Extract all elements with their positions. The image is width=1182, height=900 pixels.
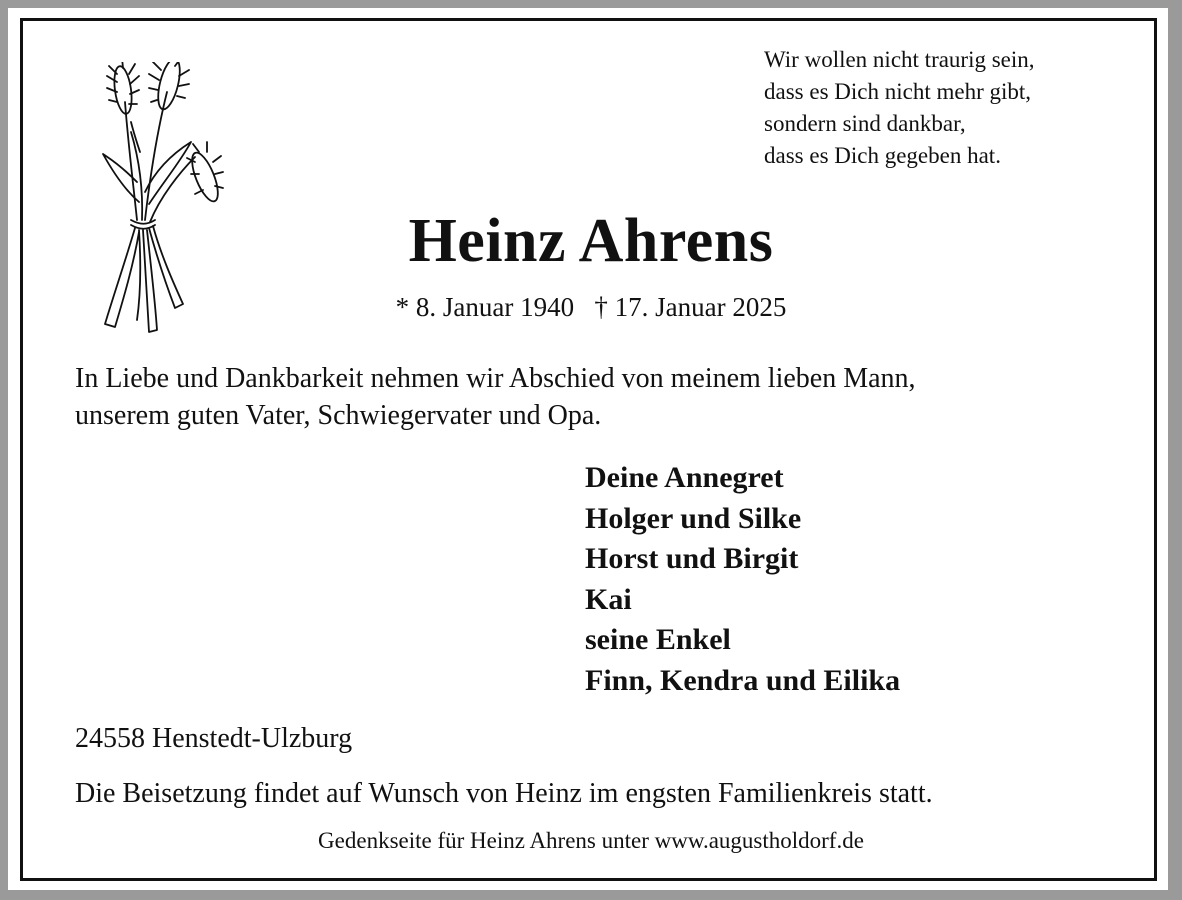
- memorial-page-line: Gedenkseite für Heinz Ahrens unter www.augustholdorf.de: [318, 828, 864, 853]
- intro-line: unserem guten Vater, Schwiegervater und Opa.: [75, 400, 602, 431]
- birth-date: * 8. Januar 1940: [395, 292, 575, 322]
- burial-notice: Die Beisetzung findet auf Wunsch von Heinz im engsten Familienkreis statt.: [75, 778, 933, 809]
- mourners-list: [585, 458, 900, 701]
- mourner-entry: seine Enkel: [585, 623, 731, 656]
- mourner-entry: Holger und Silke: [585, 501, 802, 535]
- mourner-entry: Horst und Birgit: [585, 542, 799, 575]
- life-dates: [0, 290, 1182, 324]
- poem: [764, 44, 1035, 172]
- mourner-entry: Kai: [585, 582, 632, 616]
- mourner-entry: Finn, Kendra und Eilika: [585, 663, 901, 697]
- death-date: † 17. Januar 2025: [594, 292, 787, 322]
- poem-line: dass es Dich gegeben hat.: [764, 143, 1001, 168]
- poem-line: dass es Dich nicht mehr gibt,: [764, 79, 1032, 104]
- poem-line: Wir wollen nicht traurig sein,: [764, 47, 1035, 72]
- place-line: 24558 Henstedt-Ulzburg: [75, 723, 353, 754]
- intro-text: [75, 360, 916, 434]
- intro-line: In Liebe und Dankbarkeit nehmen wir Abschied von meinem lieben Mann,: [75, 363, 916, 394]
- deceased-name: Heinz Ahrens: [408, 207, 774, 275]
- poem-line: sondern sind dankbar,: [764, 111, 966, 136]
- mourner-entry: Deine Annegret: [585, 461, 784, 494]
